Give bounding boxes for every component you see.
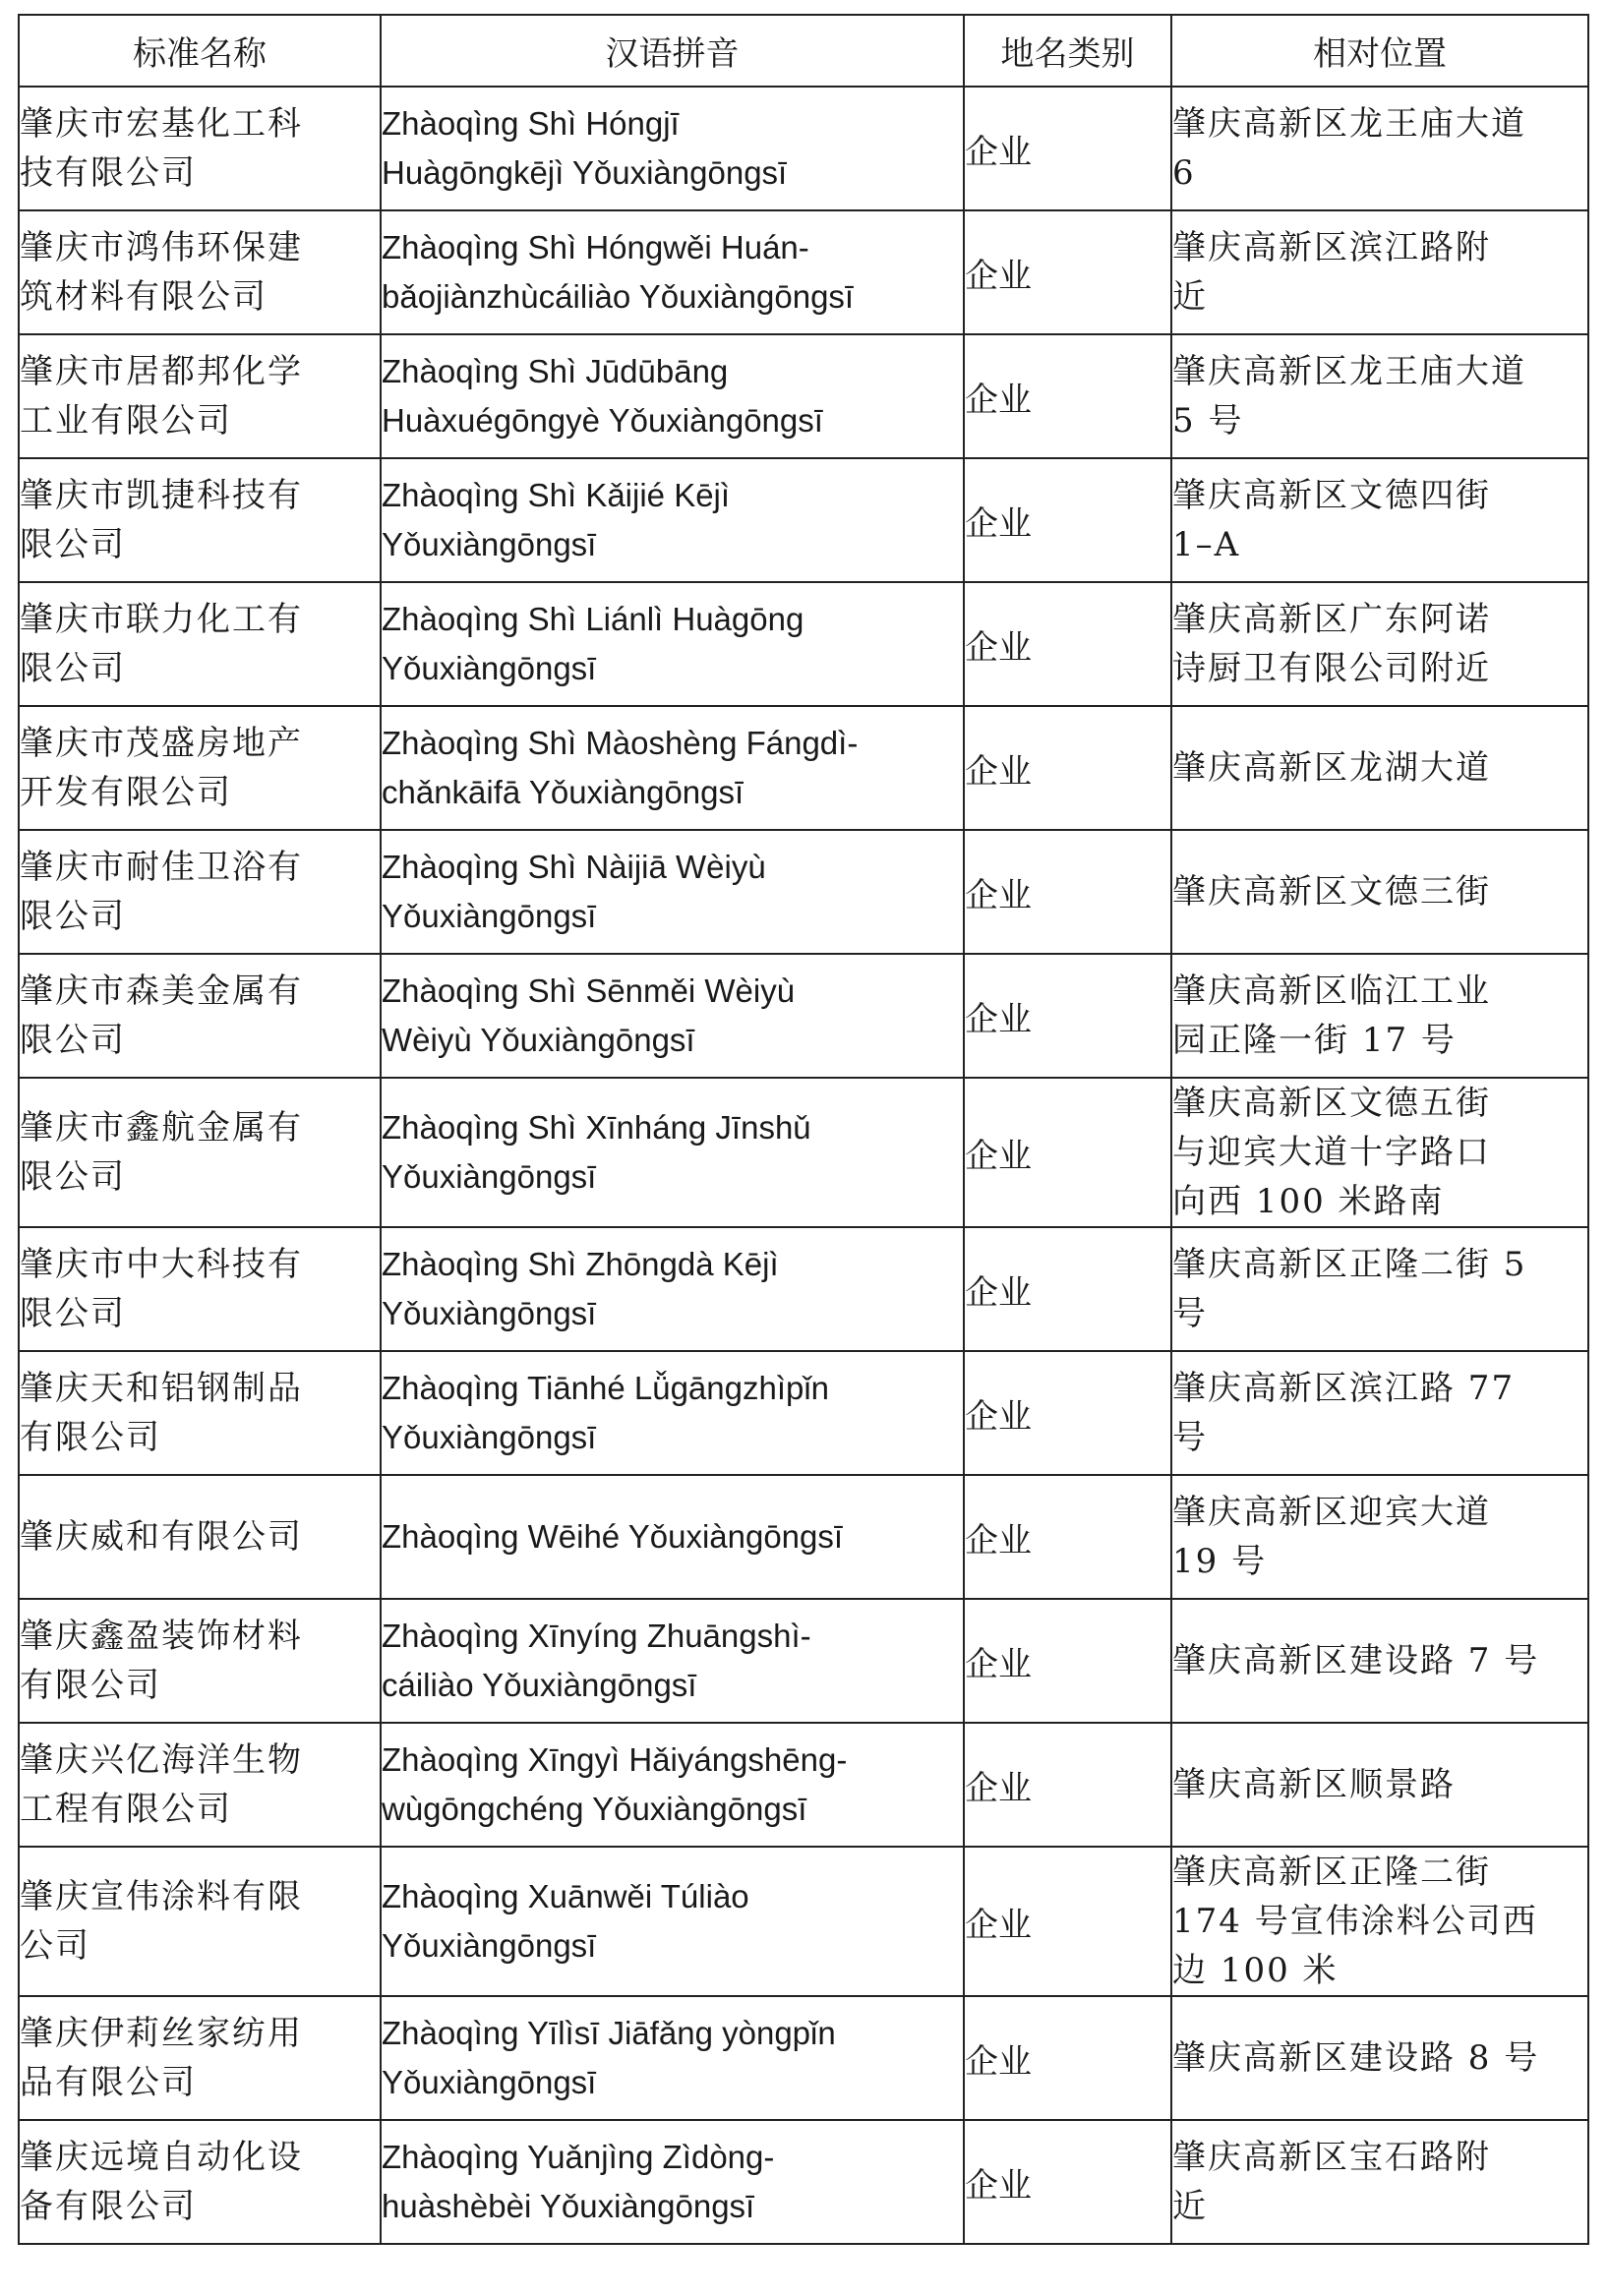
cell-pinyin-line: Yǒuxiàngōngsī	[382, 2064, 597, 2100]
cell-location-line: 肇庆高新区建设路 7 号	[1172, 1641, 1540, 1680]
cell-location-line: 号	[1172, 1418, 1208, 1457]
cell-pinyin-line: Zhàoqìng Shì Hóngjī	[382, 105, 680, 142]
cell-standard-name-line: 工程有限公司	[20, 1790, 232, 1829]
cell-location-line: 5 号	[1172, 401, 1244, 441]
cell-location-line: 174 号宣伟涂料公司西	[1172, 1902, 1538, 1941]
cell-location-line: 肇庆高新区滨江路 77	[1172, 1369, 1516, 1408]
cell-pinyin-line: chǎnkāifā Yǒuxiàngōngsī	[382, 774, 744, 810]
cell-pinyin-line: Zhàoqìng Shì Jūdūbāng	[382, 353, 729, 389]
cell-category: 企业	[964, 2120, 1171, 2244]
cell-standard-name-line: 肇庆市鸿伟环保建	[20, 228, 303, 267]
cell-pinyin-line: Yǒuxiàngōngsī	[382, 1295, 597, 1331]
cell-pinyin-line: cáiliào Yǒuxiàngōngsī	[382, 1667, 697, 1703]
cell-location-line: 近	[1172, 2187, 1208, 2226]
cell-standard-name	[19, 334, 381, 458]
cell-location-line: 诗厨卫有限公司附近	[1172, 649, 1491, 688]
cell-category: 企业	[964, 210, 1171, 334]
cell-pinyin	[381, 706, 964, 830]
cell-pinyin	[381, 1599, 964, 1723]
table-row	[19, 1475, 1588, 1599]
cell-standard-name-line: 公司	[20, 1926, 90, 1966]
cell-standard-name-line: 肇庆市茂盛房地产	[20, 724, 303, 763]
cell-standard-name	[19, 706, 381, 830]
cell-location-line: 肇庆高新区正隆二街	[1172, 1853, 1491, 1892]
cell-category: 企业	[964, 1351, 1171, 1475]
cell-standard-name-line: 限公司	[20, 649, 126, 688]
cell-pinyin-line: Zhàoqìng Tiānhé Lǚgāngzhìpǐn	[382, 1370, 830, 1406]
table-row	[19, 334, 1588, 458]
cell-category: 企业	[964, 1227, 1171, 1351]
header-name: 标准名称	[19, 15, 381, 87]
cell-location	[1171, 706, 1588, 830]
cell-standard-name	[19, 210, 381, 334]
cell-location	[1171, 1227, 1588, 1351]
cell-pinyin-line: Yǒuxiàngōngsī	[382, 1927, 597, 1964]
table-row	[19, 87, 1588, 210]
cell-location-line: 肇庆高新区滨江路附	[1172, 228, 1491, 267]
cell-pinyin-line: Zhàoqìng Shì Kǎijié Kējì	[382, 477, 731, 513]
cell-location	[1171, 2120, 1588, 2244]
cell-location	[1171, 1723, 1588, 1847]
cell-location-line: 肇庆高新区迎宾大道	[1172, 1493, 1491, 1532]
cell-pinyin-line: bǎojiànzhùcáiliào Yǒuxiàngōngsī	[382, 278, 855, 315]
cell-category: 企业	[964, 1475, 1171, 1599]
cell-pinyin-line: Zhàoqìng Yuǎnjìng Zìdòng-	[382, 2139, 775, 2175]
cell-category: 企业	[964, 1599, 1171, 1723]
cell-location	[1171, 334, 1588, 458]
cell-standard-name	[19, 1227, 381, 1351]
cell-location	[1171, 210, 1588, 334]
table-row	[19, 210, 1588, 334]
cell-pinyin-line: wùgōngchéng Yǒuxiàngōngsī	[382, 1791, 807, 1827]
cell-location	[1171, 1078, 1588, 1227]
cell-standard-name	[19, 1351, 381, 1475]
cell-standard-name-line: 肇庆市鑫航金属有	[20, 1108, 303, 1148]
cell-pinyin-line: Zhàoqìng Shì Xīnháng Jīnshǔ	[382, 1109, 811, 1146]
cell-category: 企业	[964, 706, 1171, 830]
cell-category: 企业	[964, 458, 1171, 582]
table-row	[19, 458, 1588, 582]
table-row	[19, 1599, 1588, 1723]
cell-pinyin	[381, 830, 964, 954]
table-row	[19, 830, 1588, 954]
cell-category: 企业	[964, 1847, 1171, 1996]
cell-location-line: 肇庆高新区宝石路附	[1172, 2138, 1491, 2177]
cell-standard-name	[19, 1475, 381, 1599]
cell-category: 企业	[964, 1723, 1171, 1847]
cell-standard-name-line: 肇庆市中大科技有	[20, 1245, 303, 1284]
cell-pinyin	[381, 1078, 964, 1227]
cell-standard-name-line: 肇庆市凯捷科技有	[20, 476, 303, 515]
cell-pinyin-line: huàshèbèi Yǒuxiàngōngsī	[382, 2188, 755, 2224]
table-row	[19, 1847, 1588, 1996]
table-row	[19, 1078, 1588, 1227]
cell-standard-name-line: 筑材料有限公司	[20, 277, 268, 317]
cell-location-line: 肇庆高新区顺景路	[1172, 1765, 1456, 1804]
cell-pinyin	[381, 87, 964, 210]
cell-category: 企业	[964, 582, 1171, 706]
cell-standard-name-line: 技有限公司	[20, 153, 197, 193]
cell-location-line: 6	[1172, 153, 1196, 193]
cell-standard-name-line: 肇庆市森美金属有	[20, 971, 303, 1011]
cell-pinyin-line: Zhàoqìng Yīlìsī Jiāfǎng yòngpǐn	[382, 2015, 836, 2051]
cell-location-line: 19 号	[1172, 1542, 1268, 1581]
cell-pinyin-line: Wèiyù Yǒuxiàngōngsī	[382, 1022, 695, 1058]
cell-pinyin	[381, 458, 964, 582]
cell-location	[1171, 954, 1588, 1078]
cell-location	[1171, 1847, 1588, 1996]
cell-location	[1171, 87, 1588, 210]
cell-location-line: 肇庆高新区文德四街	[1172, 476, 1491, 515]
cell-standard-name-line: 限公司	[20, 1294, 126, 1333]
cell-standard-name-line: 限公司	[20, 1021, 126, 1060]
cell-standard-name-line: 肇庆远境自动化设	[20, 2138, 303, 2177]
cell-location-line: 向西 100 米路南	[1172, 1182, 1445, 1221]
cell-standard-name-line: 肇庆威和有限公司	[20, 1517, 303, 1557]
table-row	[19, 1996, 1588, 2120]
cell-pinyin	[381, 1723, 964, 1847]
cell-pinyin-line: Zhàoqìng Shì Liánlì Huàgōng	[382, 601, 804, 637]
cell-standard-name	[19, 2120, 381, 2244]
cell-standard-name	[19, 458, 381, 582]
cell-pinyin-line: Zhàoqìng Shì Sēnměi Wèiyù	[382, 972, 796, 1009]
cell-standard-name	[19, 954, 381, 1078]
cell-pinyin	[381, 210, 964, 334]
cell-location	[1171, 1599, 1588, 1723]
cell-location-line: 肇庆高新区临江工业	[1172, 971, 1491, 1011]
cell-category: 企业	[964, 1078, 1171, 1227]
cell-location-line: 近	[1172, 277, 1208, 317]
cell-standard-name-line: 限公司	[20, 525, 126, 564]
cell-pinyin	[381, 1351, 964, 1475]
cell-location	[1171, 830, 1588, 954]
cell-standard-name-line: 限公司	[20, 1157, 126, 1197]
table-row	[19, 2120, 1588, 2244]
cell-standard-name-line: 肇庆市居都邦化学	[20, 352, 303, 391]
header-pinyin: 汉语拼音	[381, 15, 964, 87]
cell-pinyin-line: Yǒuxiàngōngsī	[382, 650, 597, 686]
cell-standard-name	[19, 1847, 381, 1996]
cell-location	[1171, 582, 1588, 706]
table-row	[19, 1723, 1588, 1847]
cell-location-line: 1–A	[1172, 525, 1241, 564]
cell-standard-name-line: 肇庆市联力化工有	[20, 600, 303, 639]
cell-pinyin-line: Yǒuxiàngōngsī	[382, 526, 597, 562]
cell-location-line: 肇庆高新区广东阿诺	[1172, 600, 1491, 639]
cell-location-line: 边 100 米	[1172, 1951, 1339, 1990]
cell-standard-name-line: 肇庆宣伟涂料有限	[20, 1877, 303, 1916]
place-name-table	[18, 14, 1589, 2245]
cell-standard-name-line: 肇庆鑫盈装饰材料	[20, 1617, 303, 1656]
header-category: 地名类别	[964, 15, 1171, 87]
cell-location-line: 与迎宾大道十字路口	[1172, 1133, 1491, 1172]
cell-category: 企业	[964, 334, 1171, 458]
cell-pinyin	[381, 954, 964, 1078]
cell-standard-name-line: 肇庆市宏基化工科	[20, 104, 303, 144]
cell-location	[1171, 1475, 1588, 1599]
cell-location-line: 肇庆高新区龙王庙大道	[1172, 104, 1526, 144]
table-header-row	[19, 15, 1588, 87]
cell-pinyin-line: Zhàoqìng Shì Màoshèng Fángdì-	[382, 725, 859, 761]
cell-pinyin-line: Zhàoqìng Wēihé Yǒuxiàngōngsī	[382, 1518, 844, 1555]
cell-standard-name-line: 开发有限公司	[20, 773, 232, 812]
cell-pinyin-line: Zhàoqìng Xuānwěi Túliào	[382, 1878, 749, 1914]
cell-standard-name	[19, 1996, 381, 2120]
cell-location-line: 肇庆高新区文德三街	[1172, 872, 1491, 912]
cell-standard-name-line: 有限公司	[20, 1666, 161, 1705]
cell-standard-name	[19, 830, 381, 954]
cell-standard-name	[19, 582, 381, 706]
cell-standard-name	[19, 1723, 381, 1847]
cell-pinyin	[381, 1847, 964, 1996]
table-row	[19, 1227, 1588, 1351]
cell-pinyin-line: Yǒuxiàngōngsī	[382, 1419, 597, 1455]
cell-standard-name-line: 品有限公司	[20, 2063, 197, 2102]
cell-pinyin-line: Huàxuégōngyè Yǒuxiàngōngsī	[382, 402, 823, 439]
cell-standard-name	[19, 87, 381, 210]
cell-location	[1171, 458, 1588, 582]
cell-standard-name-line: 肇庆伊莉丝家纺用	[20, 2014, 303, 2053]
table-body	[19, 87, 1588, 2244]
cell-location	[1171, 1351, 1588, 1475]
cell-pinyin-line: Yǒuxiàngōngsī	[382, 898, 597, 934]
cell-location	[1171, 1996, 1588, 2120]
cell-category: 企业	[964, 87, 1171, 210]
cell-pinyin	[381, 334, 964, 458]
cell-pinyin	[381, 582, 964, 706]
table-row	[19, 706, 1588, 830]
table-row	[19, 1351, 1588, 1475]
cell-standard-name-line: 工业有限公司	[20, 401, 232, 441]
cell-standard-name-line: 限公司	[20, 897, 126, 936]
cell-category: 企业	[964, 1996, 1171, 2120]
cell-pinyin-line: Huàgōngkējì Yǒuxiàngōngsī	[382, 154, 788, 191]
cell-category: 企业	[964, 830, 1171, 954]
cell-pinyin-line: Zhàoqìng Shì Zhōngdà Kējì	[382, 1246, 779, 1282]
cell-pinyin-line: Zhàoqìng Shì Nàijiā Wèiyù	[382, 849, 766, 885]
cell-standard-name-line: 肇庆市耐佳卫浴有	[20, 848, 303, 887]
cell-location-line: 园正隆一街 17 号	[1172, 1021, 1457, 1060]
cell-standard-name-line: 备有限公司	[20, 2187, 197, 2226]
cell-category: 企业	[964, 954, 1171, 1078]
cell-pinyin-line: Zhàoqìng Shì Hóngwěi Huán-	[382, 229, 809, 265]
cell-location-line: 肇庆高新区龙王庙大道	[1172, 352, 1526, 391]
cell-location-line: 肇庆高新区建设路 8 号	[1172, 2038, 1540, 2078]
cell-location-line: 肇庆高新区正隆二街 5	[1172, 1245, 1527, 1284]
cell-pinyin-line: Zhàoqìng Xīngyì Hǎiyángshēng-	[382, 1741, 848, 1778]
cell-location-line: 肇庆高新区文德五街	[1172, 1084, 1491, 1123]
cell-pinyin	[381, 1227, 964, 1351]
cell-standard-name	[19, 1599, 381, 1723]
table-row	[19, 582, 1588, 706]
cell-location-line: 号	[1172, 1294, 1208, 1333]
cell-pinyin-line: Yǒuxiàngōngsī	[382, 1158, 597, 1195]
cell-pinyin	[381, 2120, 964, 2244]
header-location: 相对位置	[1171, 15, 1588, 87]
table-row	[19, 954, 1588, 1078]
cell-standard-name-line: 肇庆兴亿海洋生物	[20, 1740, 303, 1780]
cell-standard-name-line: 肇庆天和铝钢制品	[20, 1369, 303, 1408]
cell-pinyin-line: Zhàoqìng Xīnyíng Zhuāngshì-	[382, 1618, 811, 1654]
cell-pinyin	[381, 1475, 964, 1599]
cell-standard-name-line: 有限公司	[20, 1418, 161, 1457]
cell-pinyin	[381, 1996, 964, 2120]
cell-standard-name	[19, 1078, 381, 1227]
cell-location-line: 肇庆高新区龙湖大道	[1172, 748, 1491, 788]
